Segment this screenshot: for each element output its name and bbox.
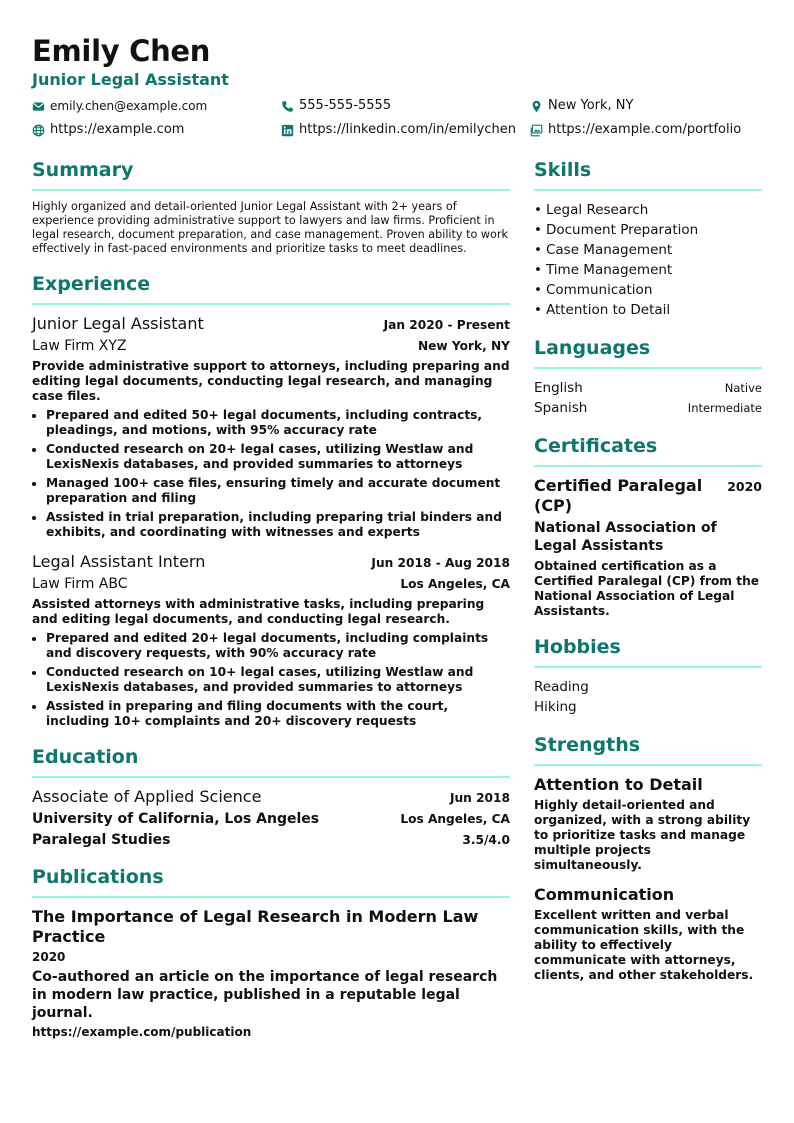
publication-link[interactable]: https://example.com/publication xyxy=(32,1025,252,1039)
job-dates: Jun 2018 - Aug 2018 xyxy=(371,556,510,570)
contact-list xyxy=(32,98,762,138)
certificate-description: Obtained certification as a Certified Paralegal (CP) from the National Association of Legal Assistants. xyxy=(534,559,760,618)
list-item: Reading xyxy=(534,679,589,695)
publication-year: 2020 xyxy=(32,950,66,964)
job-title: Legal Assistant Intern xyxy=(32,552,206,571)
globe-icon xyxy=(32,124,45,137)
section-heading: Experience xyxy=(32,272,510,305)
list-item: • Attention to Detail xyxy=(534,302,671,318)
experience-section xyxy=(32,272,510,729)
website-text: https://example.com xyxy=(50,122,185,137)
strength-title: Communication xyxy=(534,885,675,904)
location-pin-icon xyxy=(530,100,543,113)
languages-section xyxy=(534,336,762,418)
section-heading: Education xyxy=(32,745,510,778)
field-of-study: Paralegal Studies xyxy=(32,832,171,848)
language-level: Native xyxy=(724,381,762,395)
contact-phone[interactable] xyxy=(281,98,530,114)
content-columns xyxy=(32,158,762,1055)
list-item: Hiking xyxy=(534,699,577,715)
list-item: • Case Management xyxy=(534,242,673,258)
job-dates: Jan 2020 - Present xyxy=(383,318,510,332)
list-item: • Time Management xyxy=(534,262,673,278)
gpa: 3.5/4.0 xyxy=(462,833,510,847)
job-location: Los Angeles, CA xyxy=(400,577,510,591)
job-bullets xyxy=(32,631,510,729)
linkedin-icon xyxy=(281,124,294,137)
education-section xyxy=(32,745,510,849)
contact-portfolio[interactable] xyxy=(530,122,762,138)
contact-location xyxy=(530,98,762,114)
list-item: • Conducted research on 10+ legal cases, utilizing Westlaw and LexisNexis databases, and provided summaries to attorneys xyxy=(46,665,510,695)
degree-name: Associate of Applied Science xyxy=(32,787,262,806)
strength-title: Attention to Detail xyxy=(534,775,703,794)
contact-linkedin[interactable] xyxy=(281,122,530,138)
strength-description: Highly detail-oriented and organized, with a strong ability to prioritize tasks and manage multiple projects simultaneously. xyxy=(534,798,751,872)
main-column xyxy=(32,158,510,1055)
list-item: • Assisted in trial preparation, including preparing trial binders and exhibits, and coordinating with witnesses and experts xyxy=(46,510,510,540)
school-location: Los Angeles, CA xyxy=(400,812,510,826)
certificate-issuer: National Association of Legal Assistants xyxy=(534,520,717,554)
phone-icon xyxy=(281,100,294,113)
job-location: New York, NY xyxy=(417,339,510,353)
language-level: Intermediate xyxy=(687,401,762,415)
company-name: Law Firm ABC xyxy=(32,576,128,592)
certificate-year: 2020 xyxy=(727,479,762,494)
list-item: • Document Preparation xyxy=(534,222,699,238)
summary-section xyxy=(32,158,510,256)
phone-text: 555-555-5555 xyxy=(299,98,392,113)
job-entry xyxy=(32,552,510,729)
image-gallery-icon xyxy=(530,124,543,137)
portfolio-text: https://example.com/portfolio xyxy=(548,122,742,137)
job-entry xyxy=(32,314,510,540)
publication-title: The Importance of Legal Research in Modern Law Practice xyxy=(32,907,479,946)
language-name: English xyxy=(534,380,583,396)
linkedin-text: https://linkedin.com/in/emilychen xyxy=(299,122,516,137)
section-heading: Publications xyxy=(32,865,510,898)
education-date: Jun 2018 xyxy=(449,791,510,805)
company-name: Law Firm XYZ xyxy=(32,338,127,354)
location-text: New York, NY xyxy=(548,98,634,113)
list-item: • Prepared and edited 50+ legal documents, including contracts, pleadings, and motions, with 95% accuracy rate xyxy=(46,408,510,438)
list-item xyxy=(534,378,762,398)
job-description: Provide administrative support to attorneys, including preparing and editing legal documents, conducting legal research, and managing case files. xyxy=(32,359,510,403)
list-item: • Conducted research on 20+ legal cases, utilizing Westlaw and LexisNexis databases, and provided summaries to attorneys xyxy=(46,442,510,472)
contact-website[interactable] xyxy=(32,122,281,138)
job-description: Assisted attorneys with administrative tasks, including preparing and editing legal documents, and conducting legal research. xyxy=(32,597,485,626)
school-name: University of California, Los Angeles xyxy=(32,811,320,827)
section-heading: Languages xyxy=(534,336,762,369)
certificate-name: Certified Paralegal (CP) xyxy=(534,476,703,515)
hobbies-section xyxy=(534,635,762,717)
list-item: • Legal Research xyxy=(534,202,649,218)
job-bullets xyxy=(32,408,510,540)
sidebar-column xyxy=(534,158,762,1055)
strength-description: Excellent written and verbal communication skills, with the ability to effectively communicate with attorneys, clients, and other stakeholders. xyxy=(534,908,754,982)
contact-email[interactable] xyxy=(32,98,281,114)
section-heading: Summary xyxy=(32,158,510,191)
candidate-title: Junior Legal Assistant xyxy=(32,70,229,89)
certificates-section xyxy=(534,434,762,619)
section-heading: Hobbies xyxy=(534,635,762,668)
skills-section xyxy=(534,158,762,320)
strengths-section xyxy=(534,733,762,983)
summary-text: Highly organized and detail-oriented Junior Legal Assistant with 2+ years of experience providing administrative support to lawyers and law firms. Proficient in legal research, document preparation, and case management. Proven ability to work effectively in fast-paced environments and prioritize tasks to meet deadlines. xyxy=(32,200,508,255)
list-item: • Communication xyxy=(534,282,653,298)
section-heading: Skills xyxy=(534,158,762,191)
publication-description: Co-authored an article on the importance of legal research in modern law practice, published in a reputable legal journal. xyxy=(32,969,498,1021)
section-heading: Certificates xyxy=(534,434,762,467)
job-title: Junior Legal Assistant xyxy=(32,314,204,333)
list-item: • Prepared and edited 20+ legal documents, including complaints and discovery requests, with 90% accuracy rate xyxy=(46,631,510,661)
language-name: Spanish xyxy=(534,400,588,416)
section-heading: Strengths xyxy=(534,733,762,766)
candidate-name: Emily Chen xyxy=(32,34,211,68)
list-item: • Assisted in preparing and filing documents with the court, including 10+ complaints and 20+ discovery requests xyxy=(46,699,510,729)
mail-icon xyxy=(32,100,45,113)
list-item: • Managed 100+ case files, ensuring timely and accurate document preparation and filing xyxy=(46,476,510,506)
list-item xyxy=(534,398,762,418)
publications-section xyxy=(32,865,510,1039)
email-text: emily.chen@example.com xyxy=(50,99,208,113)
